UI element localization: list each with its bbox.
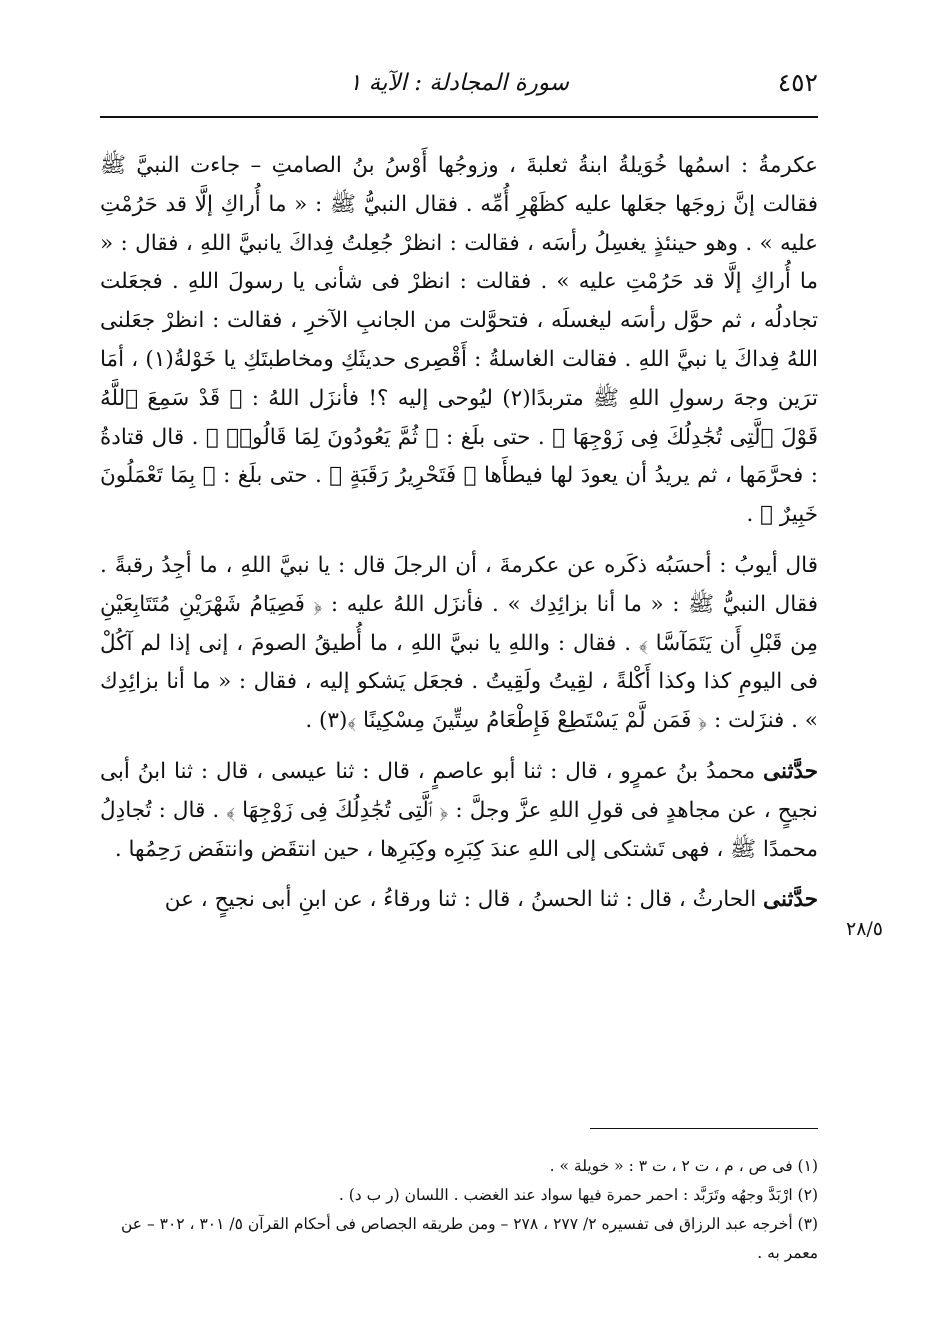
paragraph-ayyub: قال أيوبُ : أحسَبُه ذكَره عن عكرمةَ ، أن الرجلَ قال : يا نبيَّ اللهِ ، ما أجِدُ رقبةً . فقال النبيُّ ﷺ : « ما أنا بزائِدِك » . فأنزَل اللهُ عليه : ﴿ فَصِيَامُ شَهْرَيْنِ مُتَتَابِعَيْنِ مِن قَبْلِ أَن يَتَمَآسَّا ﴾ . فقال : واللهِ يا نبيَّ اللهِ ، ما أُطيقُ الصومَ ، إنى إذا لم آكُلْ فى اليومِ كذا وكذا أَكْلةً ، لقِيتُ ولَقِيتُ . فجعَل يَشكو إليه ، فقال : « ما أنا بزائِدِك » . فنزَلت : ﴿ فَمَن لَّمْ يَسْتَطِعْ فَإِطْعَامُ سِتِّينَ مِسْكِينًا ﴾(٣) . bbox=[100, 552, 818, 734]
header-rule bbox=[100, 116, 818, 118]
narration-lead: حدَّثنى bbox=[763, 758, 818, 784]
page-header bbox=[100, 66, 818, 106]
narration-text: محمدُ بنُ عمرٍو ، قال : ثنا أبو عاصمٍ ، قال : ثنا عيسى ، قال : ثنا ابنُ أبى نجيحٍ ، عن مجاهدٍ فى قولِ اللهِ عزَّ وجلَّ : ﴿ ٱلَّتِى تُجَٰدِلُكَ فِى زَوْجِهَا ﴾ . قال : تُجادِلُ محمدًا ﷺ ، فهى تَشتكى إلى اللهِ عندَ كِبَرِه وكِبَرِها ، حين انتقَض وانتفَض رَحِمُها . bbox=[100, 758, 818, 862]
narration-lead: حدَّثنى bbox=[763, 887, 818, 913]
narration-text: الحارثُ ، قال : ثنا الحسنُ ، قال : ثنا ورقاءُ ، عن ابنِ أبى نجيحٍ ، عن bbox=[164, 887, 764, 913]
paragraph-harith bbox=[100, 881, 818, 920]
page-number: ٤٥٢ bbox=[777, 68, 818, 97]
footnote-rule bbox=[590, 1128, 818, 1129]
footnote-3: (٣) أخرجه عبد الرزاق فى تفسيره ٢/ ٢٧٧ ، ٢٧٨ – ومن طريقه الجصاص فى أحكام القرآن ٥/ ٣٠١ ، ٣٠٢ – عن معمر به . bbox=[120, 1215, 818, 1262]
footnote-1: (١) فى ص ، م ، ت ٢ ، ت ٣ : « خويلة » . bbox=[549, 1157, 818, 1175]
running-head: سورة المجادلة : الآية ١ bbox=[348, 70, 570, 96]
margin-reference: ٢٨/٥ bbox=[846, 918, 884, 940]
footnotes bbox=[100, 1152, 818, 1268]
main-text bbox=[100, 147, 818, 920]
paragraph-ikrima: عكرمةُ : اسمُها خُوَيلةُ ابنةُ ثعلبةَ ، وزوجُها أَوْسُ بنُ الصامتِ – جاءت النبيَّ ﷺ فقالت إنَّ زوجَها جعَلها عليه كظَهْرِ أُمِّه . فقال النبيُّ ﷺ : « ما أُراكِ إلَّا قد حَرُمْتِ عليه » . وهو حينئذٍ يغسِلُ رأسَه ، فقالت : انظرْ جُعِلتُ فِداكَ يانبيَّ اللهِ ، فقال : « ما أُراكِ إلَّا قد حَرُمْتِ عليه » . فقالت : انظرْ فى شأنى يا رسولَ اللهِ . فجعَلت تجادلُه ، ثم حوَّل رأسَه ليغسلَه ، فتحوَّلت من الجانبِ الآخرِ ، فقالت : انظرْ جعَلنى اللهُ فِداكَ يا نبيَّ اللهِ . فقالت الغاسلةُ : أَقْصِرى حديثَكِ ومخاطبتَكِ يا خَوْلةُ(١) ، أمَا ترَين وجهَ رسولِ اللهِ ﷺ متربدًا(٢) ليُوحى إليه ؟! فأنزَل اللهُ : ﴿ قَدْ سَمِعَ ٱللَّهُ قَوْلَ ٱلَّتِى تُجَٰدِلُكَ فِى زَوْجِهَا ﴾ . حتى بلَغ : ﴿ ثُمَّ يَعُودُونَ لِمَا قَالُوا۟ ﴾ . قال قتادةُ : فحرَّمَها ، ثم يريدُ أن يعودَ لها فيطأَها ﴿ فَتَحْرِيرُ رَقَبَةٍ ﴾ . حتى بلَغ : ﴿ بِمَا تَعْمَلُونَ خَبِيرٌ ﴾ . bbox=[100, 153, 818, 528]
paragraph-mujahid bbox=[100, 753, 818, 869]
footnote-2: (٢) ارْبَدَّ وجهُه وتَرَبَّد : احمر حمرة فيها سواد عند الغضب . اللسان (ر ب د) . bbox=[338, 1186, 818, 1204]
